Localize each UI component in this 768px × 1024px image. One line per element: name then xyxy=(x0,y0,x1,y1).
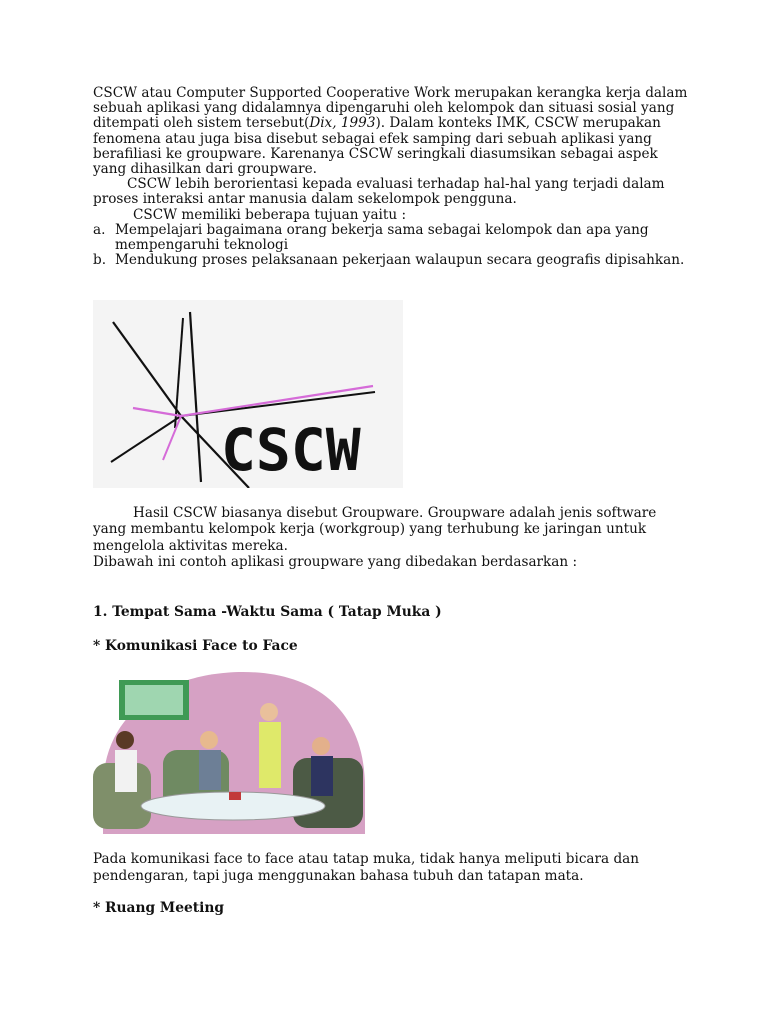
intro-paragraph-3: CSCW memiliki beberapa tujuan yaitu : xyxy=(133,206,407,223)
logo-text: CSCW xyxy=(221,416,361,484)
list-marker: b. xyxy=(93,252,107,269)
groupware-paragraph-2: Dibawah ini contoh aplikasi groupware yang dibedakan berdasarkan : xyxy=(93,554,578,571)
list-text: Mempelajari bagaimana orang bekerja sama sebagai kelompok dan apa yang mempengaruhi teknologi xyxy=(115,221,649,254)
subsection-heading: * Ruang Meeting xyxy=(93,900,225,916)
face-to-face-paragraph: Pada komunikasi face to face atau tatap muka, tidak hanya meliputi bicara dan pendengaran, tapi juga menggunakan bahasa tubuh dan tatapan mata. xyxy=(93,851,640,884)
section-heading: 1. Tempat Sama -Waktu Sama ( Tatap Muka ) xyxy=(93,604,442,620)
meeting-clipart xyxy=(93,668,365,834)
intro-text-a: CSCW atau Computer Supported Cooperative Work merupakan kerangka kerja dalam sebuah aplikasi yang didalamnya dipengaruhi oleh kelompok dan situasi sosial yang ditempati oleh sistem tersebut( xyxy=(93,85,688,132)
groupware-section xyxy=(93,505,693,571)
intro-paragraph-1 xyxy=(93,86,693,177)
list-item xyxy=(93,223,693,253)
list-item xyxy=(93,253,693,268)
intro-section xyxy=(93,86,693,268)
citation: Dix, 1993 xyxy=(309,115,376,132)
face-to-face-section xyxy=(93,851,703,885)
intro-text-b: ). Dalam konteks IMK, CSCW merupakan fenomena atau juga bisa disebut sebagai efek samping dari sebuah aplikasi yang berafiliasi ke groupware. Karenanya CSCW seringkali diasumsikan sebagai aspek yang dihasilkan dari groupware. xyxy=(93,115,661,178)
meeting-illustration xyxy=(93,668,365,834)
list-text: Mendukung proses pelaksanaan pekerjaan walaupun secara geografis dipisahkan. xyxy=(115,252,685,269)
cscw-logo-figure xyxy=(93,300,403,488)
groupware-paragraph-1: Hasil CSCW biasanya disebut Groupware. Groupware adalah jenis software yang membantu kelompok kerja (workgroup) yang terhubung ke jaringan untuk mengelola aktivitas mereka. xyxy=(93,505,657,554)
list-marker: a. xyxy=(93,221,106,238)
intro-paragraph-2: CSCW lebih berorientasi kepada evaluasi terhadap hal-hal yang terjadi dalam proses interaksi antar manusia dalam sekelompok pengguna. xyxy=(93,176,665,208)
cscw-logo-graphic xyxy=(93,300,403,488)
subsection-heading: * Komunikasi Face to Face xyxy=(93,638,298,654)
